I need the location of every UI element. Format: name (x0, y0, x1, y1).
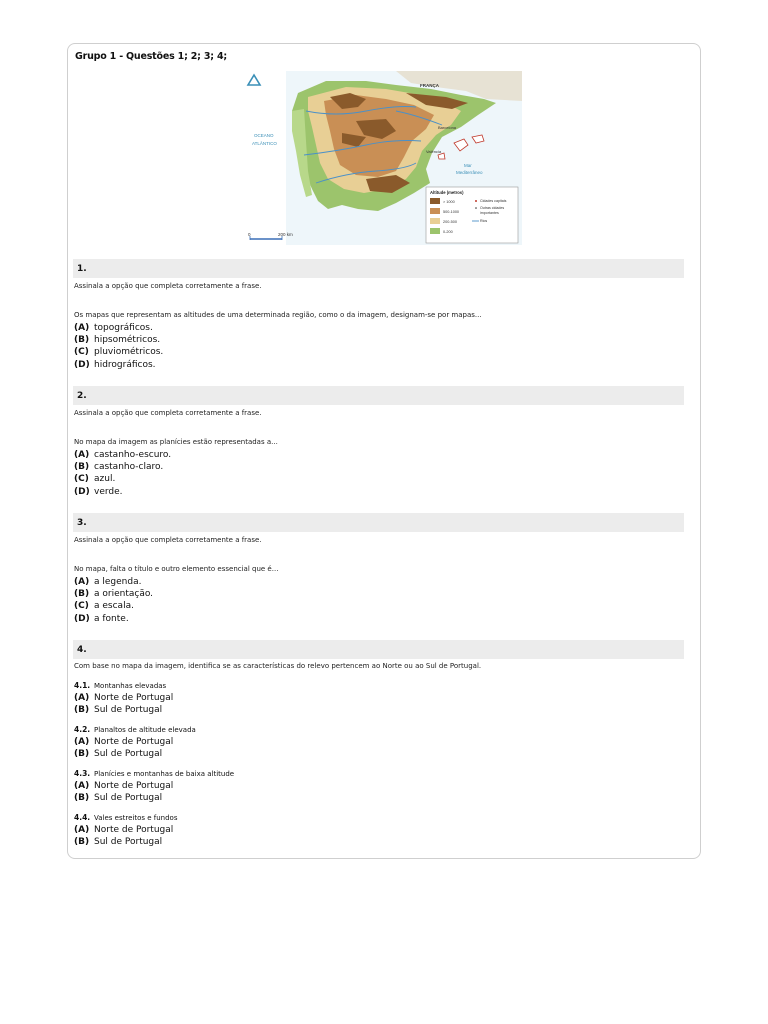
legend-symbol-1: Cidades capitais (480, 199, 507, 203)
question-2-options (74, 449, 171, 498)
question-2-instruction: Assinala a opção que completa corretamente a frase. (74, 409, 262, 417)
option-4-4a[interactable]: (A) Norte de Portugal (74, 825, 174, 835)
legend-title: Altitude (metros) (430, 190, 464, 195)
option-2a[interactable]: (A) castanho-escuro. (74, 450, 172, 460)
option-4-1b[interactable]: (B) Sul de Portugal (74, 705, 163, 716)
subquestion-text: Vales estreitos e fundos (94, 814, 178, 822)
legend-swatch-3 (430, 218, 440, 224)
option-3d[interactable]: (D) a fonte. (74, 613, 129, 624)
question-1-header: 1. (73, 259, 684, 278)
legend-swatch-2 (430, 208, 440, 214)
option-4-4b[interactable]: (B) Sul de Portugal (74, 837, 163, 848)
subquestion-4-2 (74, 724, 196, 760)
legend-symbol-4: Rios (480, 219, 488, 223)
label-atlantico: ATLÂNTICO (252, 141, 277, 146)
option-3a[interactable]: (A) a legenda. (74, 577, 142, 587)
option-2c[interactable]: (C) azul. (74, 474, 116, 485)
label-franca: FRANÇA (420, 83, 439, 88)
subquestion-number: 4.3. (74, 769, 91, 778)
question-group-card (67, 43, 701, 859)
question-3-options (74, 576, 153, 625)
option-1d[interactable]: (D) hidrográficos. (74, 359, 156, 370)
label-mar: Mar (464, 163, 472, 168)
question-3-prompt: No mapa, falta o título e outro elemento essencial que é... (74, 565, 279, 573)
legend-swatch-4 (430, 228, 440, 234)
subquestion-text: Planaltos de altitude elevada (94, 726, 196, 734)
question-3-header: 3. (73, 513, 684, 532)
question-3-instruction: Assinala a opção que completa corretamente a frase. (74, 536, 262, 544)
question-2-prompt: No mapa da imagem as planícies estão representadas a... (74, 438, 278, 446)
legend-label-2: 500-1000 (443, 210, 460, 214)
subquestion-number: 4.2. (74, 725, 91, 734)
subquestion-4-4 (74, 812, 177, 848)
legend-symbol-3: importantes (480, 211, 499, 215)
option-4-2b[interactable]: (B) Sul de Portugal (74, 749, 163, 760)
question-1-options (74, 322, 163, 371)
option-2b[interactable]: (B) castanho-claro. (74, 462, 164, 473)
legend-label-1: > 1000 (443, 200, 455, 204)
question-4-instruction: Com base no mapa da imagem, identifica se as características do relevo pertencem ao Norte ou ao Sul de Portugal. (74, 662, 482, 670)
option-1c[interactable]: (C) pluviométricos. (74, 347, 164, 358)
option-2d[interactable]: (D) verde. (74, 486, 123, 497)
iberian-peninsula-relief-map (246, 71, 522, 245)
option-1b[interactable]: (B) hipsométricos. (74, 335, 161, 346)
label-mediterraneo: Mediterrâneo (456, 170, 483, 175)
map-legend (426, 187, 518, 243)
label-valencia: Valência (426, 149, 442, 154)
subquestion-number: 4.1. (74, 681, 91, 690)
question-4-header: 4. (73, 640, 684, 659)
legend-swatch-1 (430, 198, 440, 204)
option-4-3a[interactable]: (A) Norte de Portugal (74, 781, 174, 791)
label-oceano: OCEANO (254, 133, 274, 138)
legend-label-3: 200-500 (443, 220, 457, 224)
option-4-2a[interactable]: (A) Norte de Portugal (74, 737, 174, 747)
option-4-3b[interactable]: (B) Sul de Portugal (74, 793, 163, 804)
legend-label-4: 0-200 (443, 230, 453, 234)
question-2-header: 2. (73, 386, 684, 405)
option-4-1a[interactable]: (A) Norte de Portugal (74, 693, 174, 703)
subquestion-4-1 (74, 680, 173, 716)
capital-city-symbol (475, 200, 477, 202)
subquestion-text: Planícies e montanhas de baixa altitude (94, 770, 235, 778)
question-1-instruction: Assinala a opção que completa corretamente a frase. (74, 282, 262, 290)
scale-200: 200 km (278, 232, 293, 237)
option-3b[interactable]: (B) a orientação. (74, 589, 154, 600)
scale-0: 0 (248, 232, 251, 237)
subquestion-4-3 (74, 768, 234, 804)
question-1-prompt: Os mapas que representam as altitudes de uma determinada região, como o da imagem, designam-se por mapas... (74, 311, 482, 319)
group-title: Grupo 1 - Questões 1; 2; 3; 4; (75, 51, 228, 62)
option-1a[interactable]: (A) topográficos. (74, 323, 153, 333)
label-barcelona: Barcelona (438, 125, 457, 130)
subquestion-text: Montanhas elevadas (94, 682, 167, 690)
legend-symbol-2: Outras cidades (480, 206, 505, 210)
subquestion-number: 4.4. (74, 813, 91, 822)
option-3c[interactable]: (C) a escala. (74, 601, 134, 612)
city-symbol (475, 207, 477, 209)
